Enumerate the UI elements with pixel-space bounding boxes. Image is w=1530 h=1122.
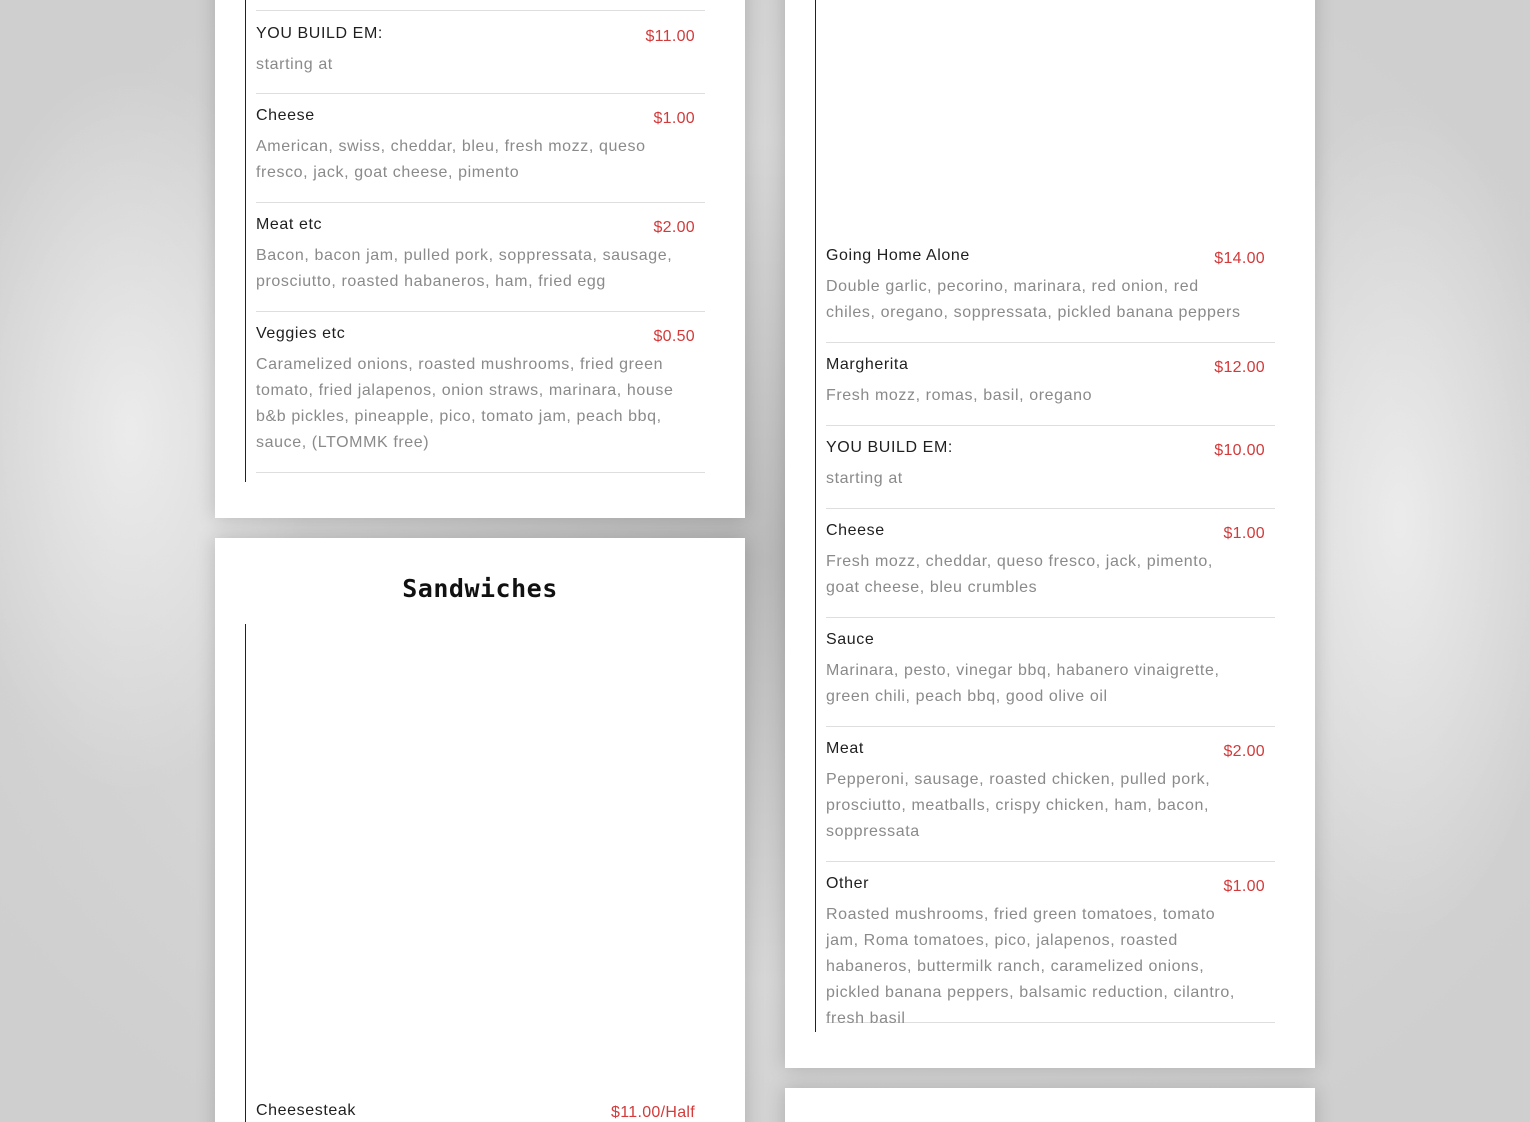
menu-item-price: $12.00 (1214, 359, 1265, 376)
menu-item-name: YOU BUILD EM: (826, 439, 953, 456)
menu-item-description: Double garlic, pecorino, marinara, red onion, red chiles, oregano, soppressata, pickled banana peppers (826, 278, 1241, 321)
menu-item-price: $1.00 (1223, 878, 1265, 895)
left-menu-card (215, 0, 745, 518)
menu-item-description: Fresh mozz, romas, basil, oregano (826, 387, 1093, 404)
menu-item (826, 509, 1275, 618)
menu-item-description: Pepperoni, sausage, roasted chicken, pulled pork, prosciutto, meatballs, crispy chicken, ham, bacon, soppressata (826, 771, 1211, 840)
menu-item-name: YOU BUILD EM: (256, 25, 383, 42)
menu-item-price: $2.00 (1223, 743, 1265, 760)
menu-item-price: $14.00 (1214, 250, 1265, 267)
section-title: Sandwiches (402, 574, 558, 603)
menu-item-description: starting at (826, 470, 903, 487)
menu-item (256, 203, 705, 312)
menu-item-name: Other (826, 875, 870, 892)
menu-item (256, 312, 705, 473)
menu-item-name: Cheese (256, 107, 315, 124)
menu-item (826, 727, 1275, 862)
menu-item-description: starting at (256, 56, 333, 73)
menu-item-price: $2.00 (653, 219, 695, 236)
menu-item-name: Veggies etc (256, 325, 346, 342)
menu-item-price: $0.50 (653, 328, 695, 345)
menu-item (826, 426, 1275, 509)
menu-item-name: Cheese (826, 522, 885, 539)
menu-item-description: Fresh mozz, cheddar, queso fresco, jack, pimento, goat cheese, bleu crumbles (826, 553, 1213, 596)
sandwiches-card (215, 538, 745, 1122)
menu-item-price: $10.00 (1214, 442, 1265, 459)
sandwiches-list (245, 624, 716, 1122)
menu-item-description: Marinara, pesto, vinegar bbq, habanero vinaigrette, green chili, peach bbq, good olive oil (826, 662, 1220, 705)
menu-item-price: $11.00 (645, 28, 695, 45)
left-menu-list (245, 0, 716, 482)
next-menu-card (785, 1088, 1315, 1122)
menu-item-name: Going Home Alone (826, 247, 970, 264)
menu-item-name: Margherita (826, 356, 909, 373)
menu-item-price: $1.00 (653, 110, 695, 127)
menu-item (826, 618, 1275, 727)
right-menu-list (815, 0, 1286, 1032)
menu-item-description: American, swiss, cheddar, bleu, fresh mozz, queso fresco, jack, goat cheese, pimento (256, 138, 646, 181)
menu-item-description: Bacon, bacon jam, pulled pork, soppressata, sausage, prosciutto, roasted habaneros, ham, fried egg (256, 247, 673, 290)
menu-item-name: Sauce (826, 631, 875, 648)
right-menu-card (785, 0, 1315, 1068)
menu-item-description: Caramelized onions, roasted mushrooms, fried green tomato, fried jalapenos, onion straws, marinara, house b&b pickles, pineapple, pico, tomato jam, peach bbq, sauce, (LTOMMK free) (256, 356, 674, 451)
menu-item-name: Meat (826, 740, 864, 757)
menu-item (256, 94, 705, 203)
menu-item (256, 10, 705, 94)
menu-item-name: Cheesesteak (256, 1102, 356, 1119)
menu-item-price: $11.00/Half (611, 1104, 695, 1121)
menu-item (826, 243, 1275, 343)
menu-item (826, 343, 1275, 426)
menu-item (256, 1094, 705, 1122)
menu-item-description: Roasted mushrooms, fried green tomatoes, tomato jam, Roma tomatoes, pico, jalapenos, roasted habaneros, buttermilk ranch, caramelized onions, pickled banana peppers, balsamic reduction, cilantro, fresh basil (826, 906, 1235, 1027)
menu-item (826, 862, 1275, 1027)
menu-item-name: Meat etc (256, 216, 323, 233)
menu-item-price: $1.00 (1223, 525, 1265, 542)
